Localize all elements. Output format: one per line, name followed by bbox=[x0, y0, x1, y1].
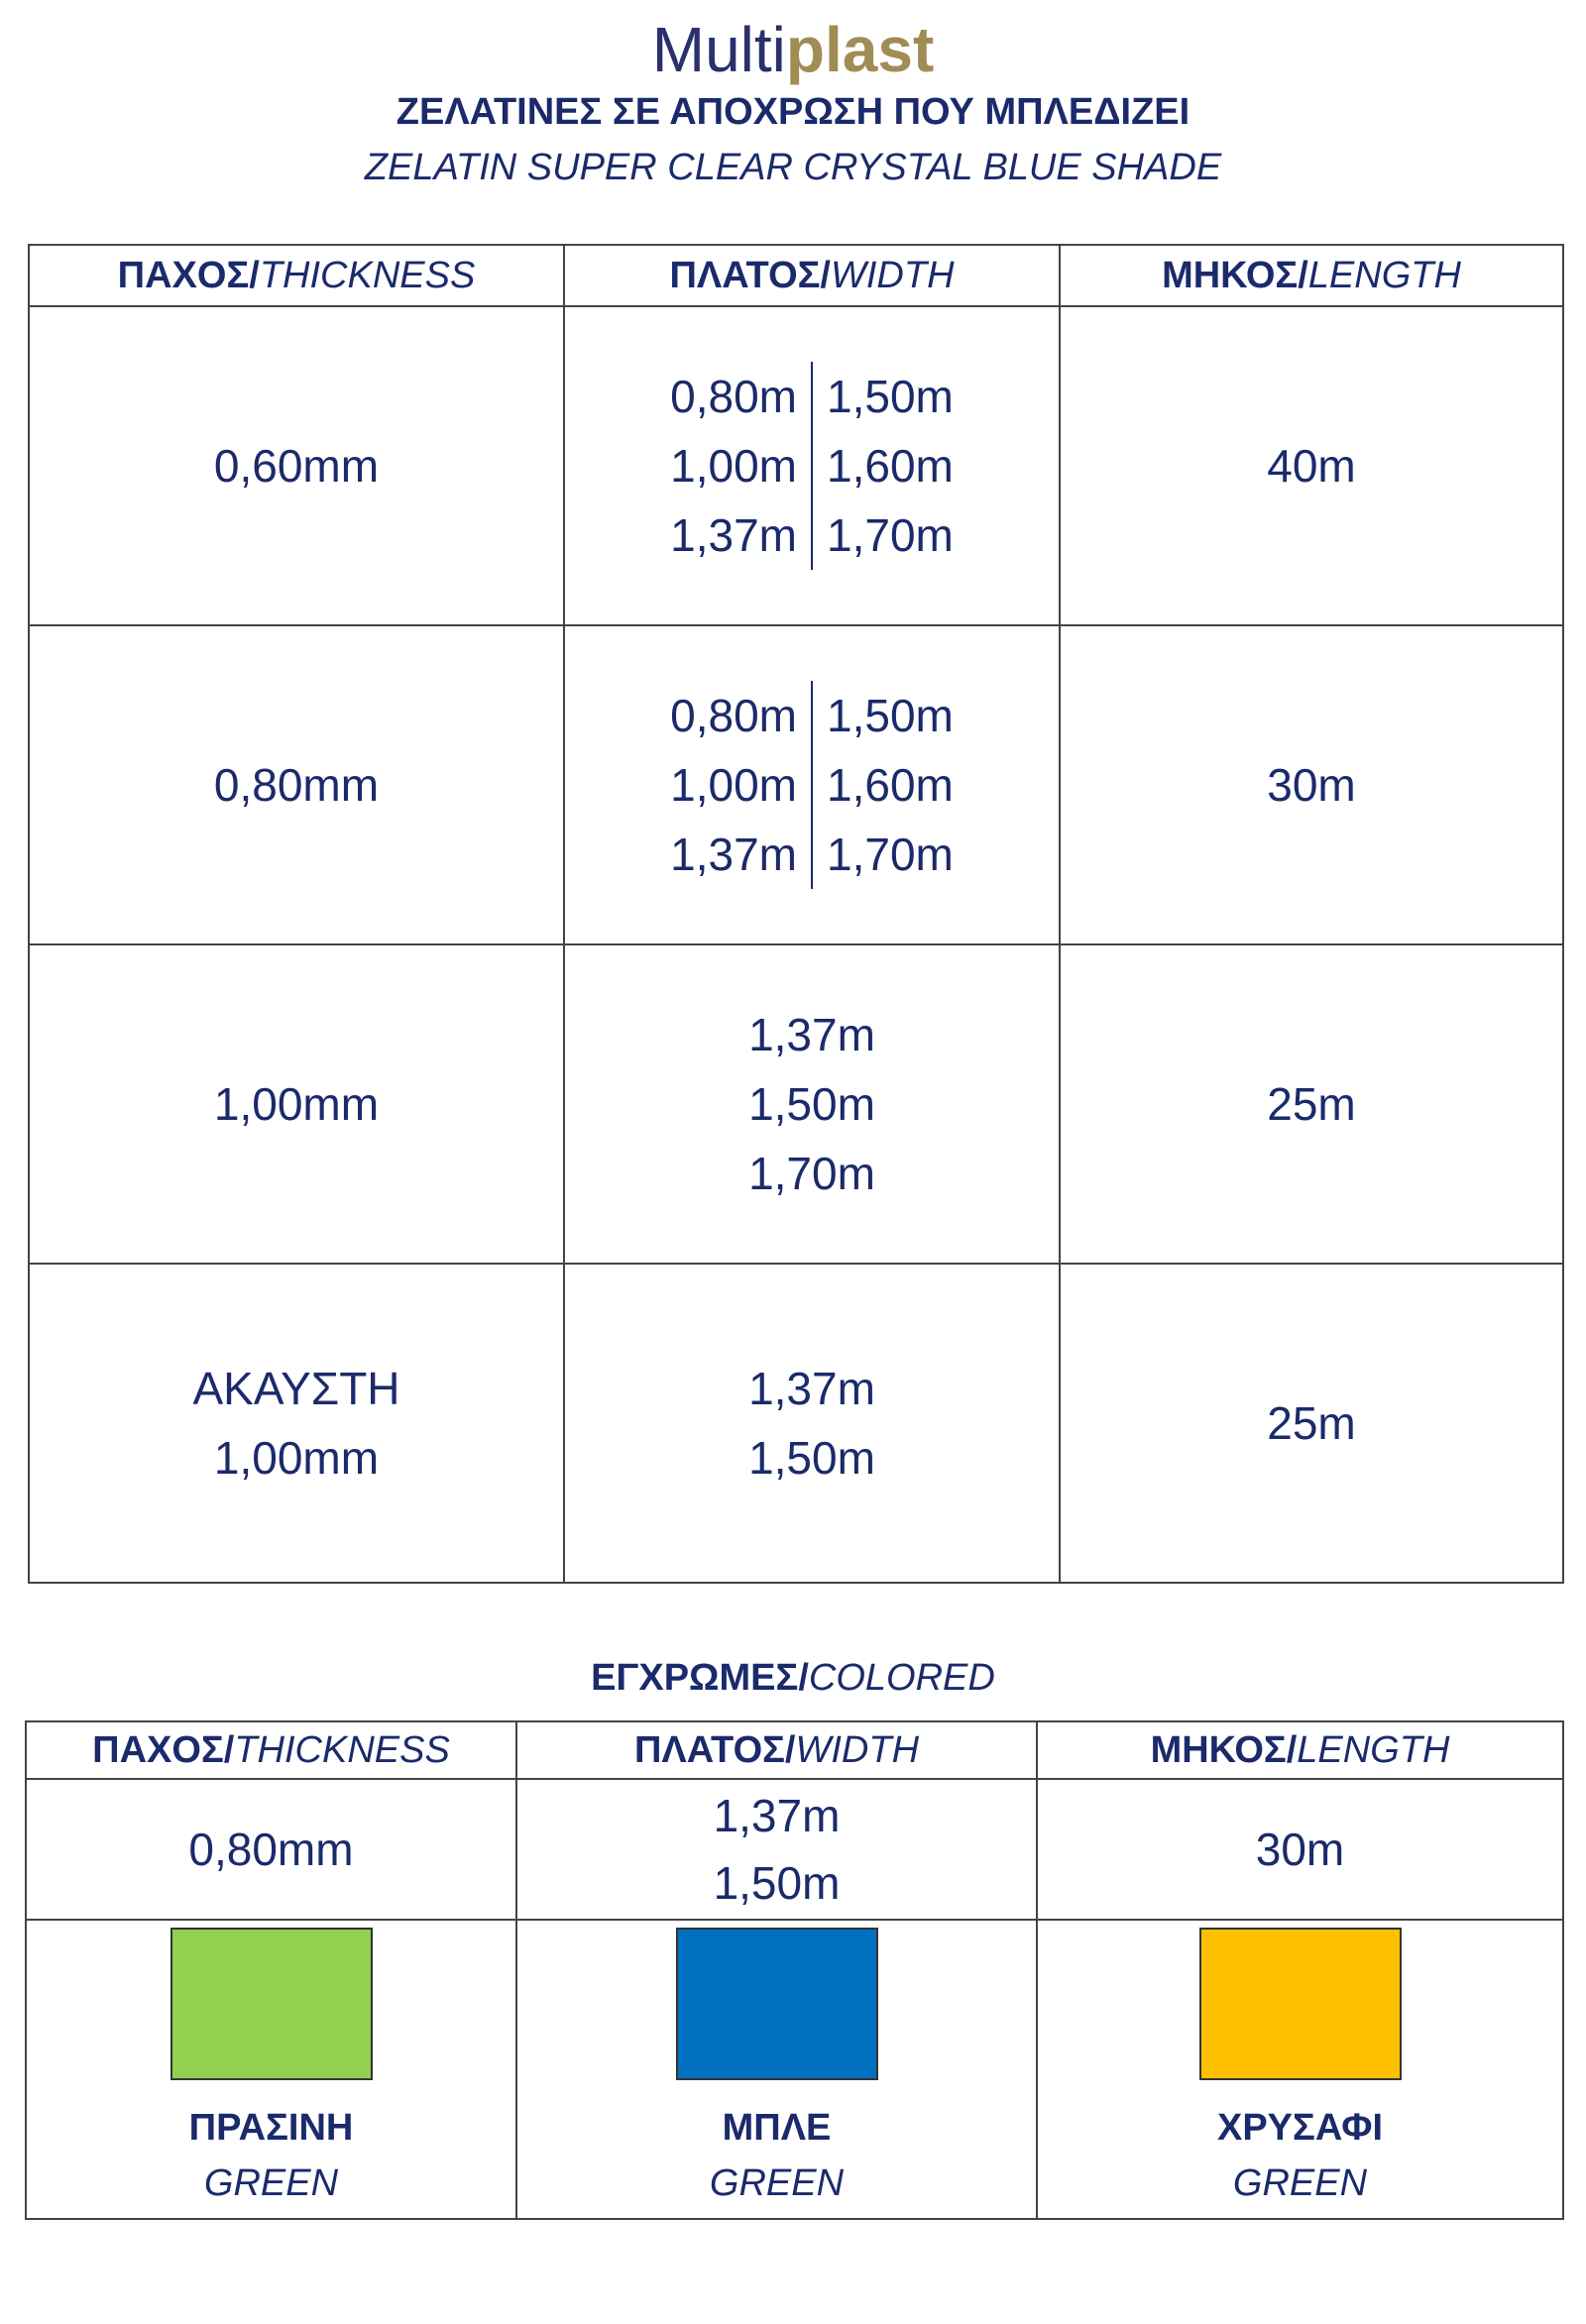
width-value: 1,60m bbox=[827, 759, 954, 811]
header-width-en: WIDTH bbox=[831, 254, 955, 296]
width-list bbox=[670, 362, 954, 570]
color-name-gr: ΠΡΑΣΙΝΗ bbox=[188, 2107, 354, 2149]
header-thickness bbox=[29, 245, 564, 306]
color-swatch bbox=[170, 1928, 373, 2080]
length-cell: 25m bbox=[1060, 944, 1563, 1264]
width-value: 1,37m bbox=[748, 1009, 875, 1060]
width-cell bbox=[516, 1779, 1037, 1920]
length-cell: 40m bbox=[1060, 306, 1563, 625]
thickness-value: 0,60mm bbox=[213, 440, 380, 492]
color-option-green bbox=[26, 1920, 516, 2219]
width-value: 1,70m bbox=[827, 509, 954, 561]
brand-logo-part2: plast bbox=[785, 14, 935, 85]
table-header-row bbox=[29, 245, 1563, 306]
header-thickness-en: THICKNESS bbox=[259, 254, 476, 296]
color-option-blue bbox=[516, 1920, 1037, 2219]
fireproof-label: ΑΚΑΥΣΤΗ bbox=[192, 1363, 400, 1414]
brand-logo bbox=[0, 10, 1586, 89]
width-value: 1,50m bbox=[827, 371, 954, 422]
width-cell bbox=[564, 625, 1060, 944]
colored-title-en: COLORED bbox=[808, 1657, 995, 1699]
width-value: 1,37m bbox=[713, 1790, 841, 1841]
length-cell: 25m bbox=[1060, 1264, 1563, 1583]
table-header-row bbox=[26, 1721, 1563, 1779]
table-row bbox=[29, 944, 1563, 1264]
width-value: 1,00m bbox=[670, 440, 797, 492]
color-name-en: GREEN bbox=[1232, 2162, 1368, 2204]
header-width-gr: ΠΛΑΤΟΣ/ bbox=[669, 254, 831, 296]
table-row bbox=[29, 625, 1563, 944]
header-thickness-gr: ΠΑΧΟΣ/ bbox=[117, 254, 260, 296]
color-name-en: GREEN bbox=[709, 2162, 845, 2204]
header-thickness-en: THICKNESS bbox=[234, 1728, 450, 1771]
colored-zelatin-table bbox=[25, 1720, 1564, 2220]
header-length-en: LENGTH bbox=[1307, 254, 1461, 296]
color-name-en: GREEN bbox=[203, 2162, 339, 2204]
table-row bbox=[29, 306, 1563, 625]
header-width bbox=[516, 1721, 1037, 1779]
header-thickness-gr: ΠΑΧΟΣ/ bbox=[92, 1728, 235, 1771]
width-list bbox=[565, 1000, 1059, 1208]
width-value: 0,80m bbox=[670, 371, 797, 422]
width-cell bbox=[564, 306, 1060, 625]
width-value: 1,00m bbox=[670, 759, 797, 811]
header-width-en: WIDTH bbox=[795, 1728, 920, 1771]
header-length-en: LENGTH bbox=[1297, 1728, 1450, 1771]
width-value: 1,37m bbox=[670, 509, 797, 561]
table-row bbox=[26, 1779, 1563, 1920]
width-value: 1,70m bbox=[748, 1148, 875, 1199]
width-value: 1,50m bbox=[748, 1078, 875, 1130]
page-title-greek: ΖΕΛΑΤΙΝΕΣ ΣΕ ΑΠΟΧΡΩΣΗ ΠΟΥ ΜΠΛΕΔΙΖΕΙ bbox=[396, 91, 1190, 133]
width-value: 1,37m bbox=[670, 829, 797, 880]
width-value: 0,80m bbox=[670, 690, 797, 741]
header-length bbox=[1060, 245, 1563, 306]
table-row bbox=[29, 1264, 1563, 1583]
width-value: 1,50m bbox=[713, 1857, 841, 1909]
width-list bbox=[670, 681, 954, 889]
width-cell bbox=[564, 1264, 1060, 1583]
width-value: 1,50m bbox=[827, 690, 954, 741]
width-list bbox=[565, 1354, 1059, 1493]
colored-title-gr: ΕΓΧΡΩΜΕΣ/ bbox=[591, 1657, 809, 1699]
width-cell bbox=[564, 944, 1060, 1264]
color-swatch bbox=[676, 1928, 878, 2080]
color-option-gold bbox=[1037, 1920, 1563, 2219]
thickness-cell bbox=[29, 944, 564, 1264]
page-title-english: ZELATIN SUPER CLEAR CRYSTAL BLUE SHADE bbox=[364, 147, 1222, 188]
width-value: 1,37m bbox=[748, 1363, 875, 1414]
width-value: 1,60m bbox=[827, 440, 954, 492]
thickness-value: 0,80mm bbox=[213, 759, 380, 811]
width-value: 1,70m bbox=[827, 829, 954, 880]
length-cell: 30m bbox=[1060, 625, 1563, 944]
brand-logo-part1: Multi bbox=[651, 14, 786, 85]
header-thickness bbox=[26, 1721, 516, 1779]
thickness-cell bbox=[29, 1264, 564, 1583]
color-swatch bbox=[1199, 1928, 1402, 2080]
colored-section-title bbox=[0, 1657, 1586, 1700]
header-width-gr: ΠΛΑΤΟΣ/ bbox=[633, 1728, 796, 1771]
thickness-cell bbox=[29, 625, 564, 944]
thickness-cell: 0,80mm bbox=[26, 1779, 516, 1920]
thickness-value: 1,00mm bbox=[213, 1078, 380, 1130]
header-length bbox=[1037, 1721, 1563, 1779]
swatch-row bbox=[26, 1920, 1563, 2219]
clear-zelatin-table bbox=[28, 244, 1564, 1584]
header-width bbox=[564, 245, 1060, 306]
thickness-cell bbox=[29, 306, 564, 625]
header-length-gr: ΜΗΚΟΣ/ bbox=[1150, 1728, 1298, 1771]
thickness-value: 1,00mm bbox=[213, 1432, 380, 1484]
header-length-gr: ΜΗΚΟΣ/ bbox=[1162, 254, 1308, 296]
color-name-gr: ΧΡΥΣΑΦΙ bbox=[1216, 2107, 1383, 2149]
color-name-gr: ΜΠΛΕ bbox=[722, 2107, 832, 2149]
width-value: 1,50m bbox=[748, 1432, 875, 1484]
length-cell: 30m bbox=[1037, 1779, 1563, 1920]
